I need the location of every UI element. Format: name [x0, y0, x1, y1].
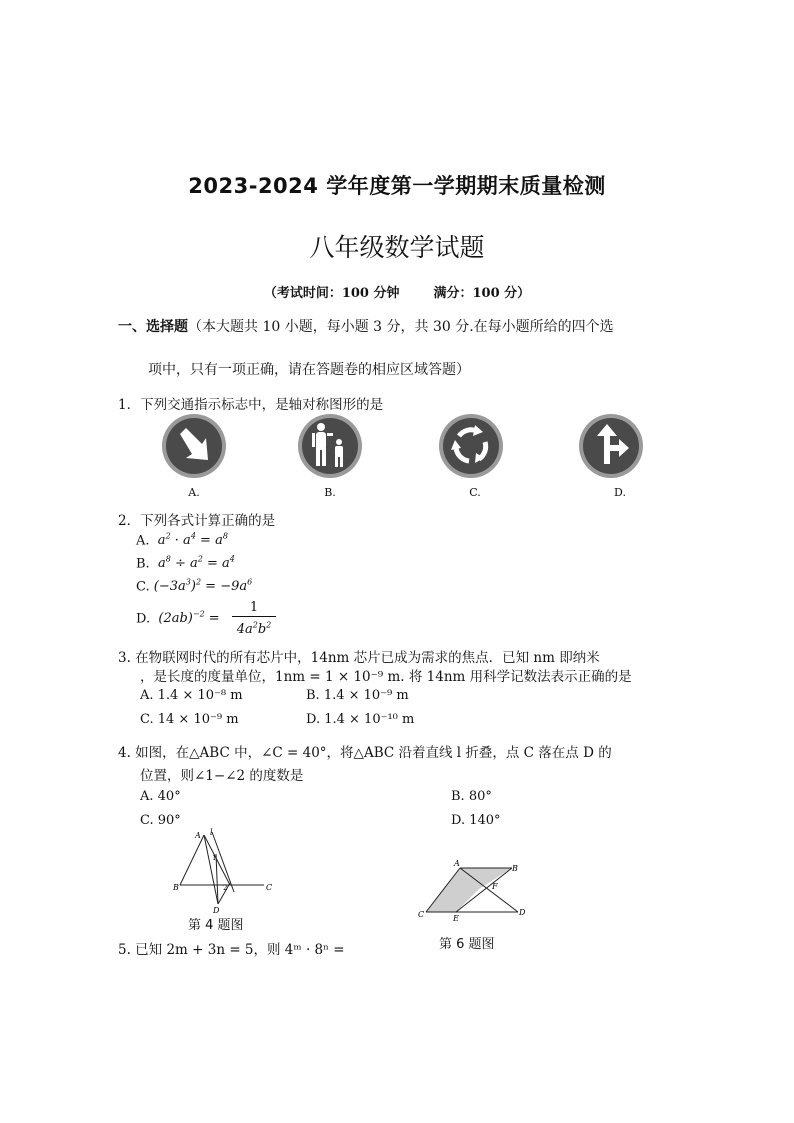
- q2-option-a: A. $a^2 \cdot a^4 = a^8$: [136, 532, 228, 549]
- section-instructions-1: （本大题共 10 小题，每小题 3 分，共 30 分.在每小题所给的四个选: [188, 319, 614, 335]
- q4-option-b: B. 80°: [451, 789, 492, 804]
- q3-line1: 3. 在物联网时代的所有芯片中，14nm 芯片已成为需求的焦点．已知 nm 即纳米: [118, 650, 600, 666]
- q4-line2: 位置，则∠1−∠2 的度数是: [140, 768, 304, 784]
- q6-fig-label-c: C: [418, 910, 425, 919]
- q1-label-b: B.: [324, 486, 336, 499]
- q4-fig-label-d: D: [213, 906, 220, 915]
- q2-option-b: B. $a^8 \div a^2 = a^4$: [136, 555, 235, 572]
- q2-option-d: D. $(2ab)^{-2}$ =: [136, 610, 220, 627]
- arrow-down-right-sign-icon: [160, 412, 228, 480]
- exam-time: （考试时间：100 分钟: [263, 286, 400, 301]
- q6-figure-caption: 第 6 题图: [439, 937, 495, 952]
- pedestrian-sign-icon: [296, 412, 364, 480]
- q1-label-c: C.: [469, 486, 481, 499]
- q2-stem: 2．下列各式计算正确的是: [118, 513, 276, 529]
- q1-stem: 1．下列交通指示标志中，是轴对称图形的是: [118, 397, 384, 413]
- q3-line2: ，是长度的度量单位，1nm = 1 × 10⁻⁹ m. 将 14nm 用科学记数法表示正确的是: [140, 669, 632, 685]
- q1-label-d: D.: [614, 486, 626, 499]
- q4-figure-caption: 第 4 题图: [188, 918, 244, 933]
- section-heading: [118, 316, 614, 336]
- q2-option-b-label: B.: [136, 556, 150, 572]
- q6-fig-label-e: E: [453, 914, 459, 923]
- straight-or-right-sign-icon: [577, 412, 645, 480]
- q6-fig-label-f: F: [492, 882, 498, 891]
- q2-option-c-label: C.: [136, 579, 150, 595]
- q6-fig-label-a: A: [454, 859, 460, 868]
- exam-meta: [0, 282, 794, 301]
- q4-fig-label-l: l: [210, 828, 213, 837]
- q4-fig-label-c: C: [266, 883, 273, 892]
- q4-option-c: C. 90°: [140, 813, 181, 828]
- q2-option-d-fraction: 1 $4a^2b^2$: [232, 600, 276, 639]
- section-title: 一、选择题: [118, 319, 188, 335]
- q4-option-a: A. 40°: [140, 789, 181, 804]
- q4-fig-label-b: B: [173, 883, 179, 892]
- exam-subtitle: 八年级数学试题: [309, 233, 485, 262]
- q4-fig-label-2: 2: [223, 884, 228, 892]
- section-instructions-2: 项中，只有一项正确，请在答题卷的相应区域答题）: [148, 362, 470, 378]
- exam-title: 2023-2024 学年度第一学期期末质量检测: [188, 174, 606, 198]
- q6-fig-label-b: B: [512, 864, 518, 873]
- q3-option-d: D. 1.4 × 10⁻¹⁰ m: [306, 712, 415, 727]
- q2-option-a-label: A.: [136, 533, 150, 549]
- q6-fig-label-d: D: [519, 908, 526, 917]
- q1-label-a: A.: [188, 486, 200, 499]
- q4-option-d: D. 140°: [451, 813, 501, 828]
- q4-fig-label-1: 1: [212, 854, 217, 862]
- roundabout-sign-icon: [437, 412, 505, 480]
- q3-option-b: B. 1.4 × 10⁻⁹ m: [306, 688, 409, 703]
- q3-option-a: A. 1.4 × 10⁻⁸ m: [140, 688, 243, 703]
- q2-option-c: C. $(-3a^3)^2 = -9a^6$: [136, 578, 253, 595]
- q5-stem: 5. 已知 2m + 3n = 5，则 4ᵐ · 8ⁿ =: [118, 942, 345, 958]
- q2-option-d-label: D.: [136, 611, 151, 627]
- q4-line1: 4. 如图，在△ABC 中，∠C = 40°，将△ABC 沿着直线 l 折叠，点 C 落在点 D 的: [118, 745, 612, 761]
- q4-triangle-figure: [168, 828, 276, 918]
- q4-fig-label-a: A: [195, 831, 201, 840]
- q6-parallelogram-figure: [414, 855, 540, 925]
- exam-score: 满分：100 分）: [433, 286, 531, 301]
- q3-option-c: C. 14 × 10⁻⁹ m: [140, 712, 239, 727]
